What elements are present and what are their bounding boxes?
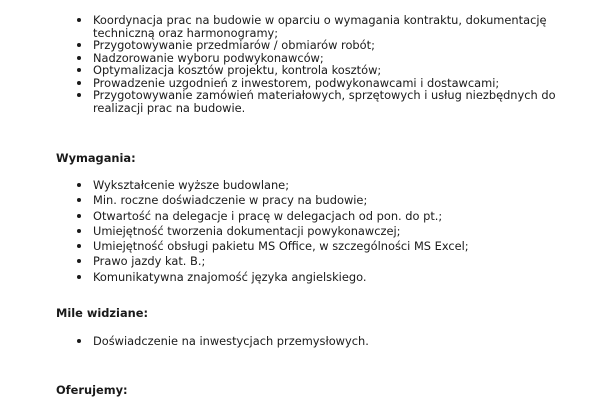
list-item: Prawo jazdy kat. B.;: [0, 254, 600, 269]
requirements-heading: Wymagania:: [56, 151, 136, 165]
list-item: Nadzorowanie wyboru podwykonawców;: [0, 52, 600, 65]
list-item: Przygotowywanie przedmiarów / obmiarów robót;: [0, 39, 600, 52]
list-item: Optymalizacja kosztów projektu, kontrola kosztów;: [0, 64, 600, 77]
nice-to-have-heading: Mile widziane:: [56, 306, 149, 320]
responsibilities-list: [0, 14, 600, 114]
list-item: Umiejętność obsługi pakietu MS Office, w szczególności MS Excel;: [0, 239, 600, 254]
requirements-list: [0, 178, 600, 285]
list-item: Komunikatywna znajomość języka angielskiego.: [0, 270, 600, 285]
list-item: Przygotowywanie zamówień materiałowych, sprzętowych i usług niezbędnych do realizacji prac na budowie.: [0, 89, 600, 114]
offer-heading: Oferujemy:: [56, 383, 128, 397]
list-item: Wykształcenie wyższe budowlane;: [0, 178, 600, 193]
list-item: Koordynacja prac na budowie w oparciu o wymagania kontraktu, dokumentację techniczną oraz harmonogramy;: [0, 14, 600, 39]
list-item: Otwartość na delegacje i pracę w delegacjach od pon. do pt.;: [0, 209, 600, 224]
list-item: Prowadzenie uzgodnień z inwestorem, podwykonawcami i dostawcami;: [0, 77, 600, 90]
nice-to-have-list: [0, 334, 600, 349]
list-item: Doświadczenie na inwestycjach przemysłowych.: [0, 334, 600, 349]
list-item: Min. roczne doświadczenie w pracy na budowie;: [0, 193, 600, 208]
list-item: Umiejętność tworzenia dokumentacji powykonawczej;: [0, 224, 600, 239]
